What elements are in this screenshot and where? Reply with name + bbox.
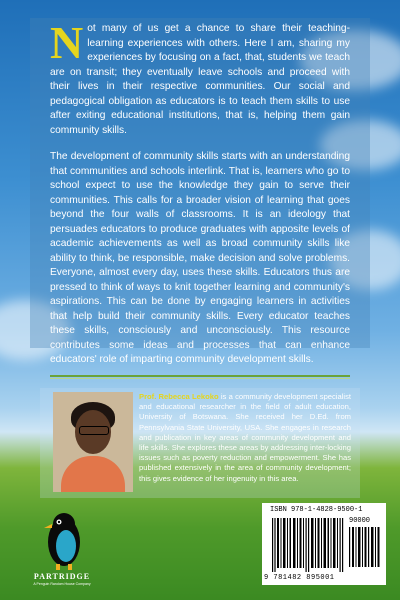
price-code: 90000: [349, 517, 371, 525]
intro-paragraph-text: ot many of us get a chance to share their teaching-learning experiences with others. Here I am, sharing my experiences by focusing on a fact, that, students we teach are on transit; they eventually leave schools and proceed with their lives in their respective communities. Our social and pedagogical obligation as educators is to teach them skills to use after exiting educational institutions, that is, helping them gain community skills.: [50, 23, 350, 136]
barcode-bars: [272, 518, 344, 572]
author-photo: [53, 392, 133, 492]
price-barcode-bars: [349, 527, 381, 567]
body-paragraph: The development of community skills starts with an understanding that communities and schools interlink. That is, learners who go to school expect to use the knowledge they gain to serve their communities. This calls for a broader vision of learning that goes beyond the four walls of classrooms. It is an ideology that persuades educators to produce graduates with apposite levels of academic achievements as well as broad community skills like ability to think, be responsible, make decision and solve problems. Everyone, almost every day, uses these skills. Educators thus are pressed to think of ways to knit together learning and community's aspirations. This can be done by engaging learners in activities that help build their community skills. Every educator teaches these skills, consciously and unconsciously. This resource contributes some ideas and processes that can enhance educators' role of imparting community development skills.: [50, 151, 350, 365]
publisher-name: PARTRIDGE: [33, 572, 91, 581]
publisher-tagline: A Penguin Random House Company: [33, 582, 91, 586]
author-bio-text: is a community development specialist and educational researcher in the field of adult education, University of Botswana. She received her D.Ed. from Pennsylvania State University, USA. She engages in research and publication in key areas of community development and life skills. She explores these areas by addressing inter-locking issues such as poverty reduction and empowerment. She has published extensively in the area of community development; this gives evidence of her ingenuity in this area.: [139, 392, 351, 483]
ean-number: 9 781482 895001: [264, 574, 335, 582]
author-name: Prof. Rebecca Lekoko: [139, 392, 219, 401]
divider-rule: [50, 375, 350, 377]
isbn-label: ISBN 978-1-4828-9500-1: [270, 506, 363, 514]
intro-paragraph: [50, 17, 350, 138]
divider-rule-thin: [50, 378, 350, 379]
author-bio: [139, 392, 351, 484]
drop-cap: N: [50, 17, 84, 68]
